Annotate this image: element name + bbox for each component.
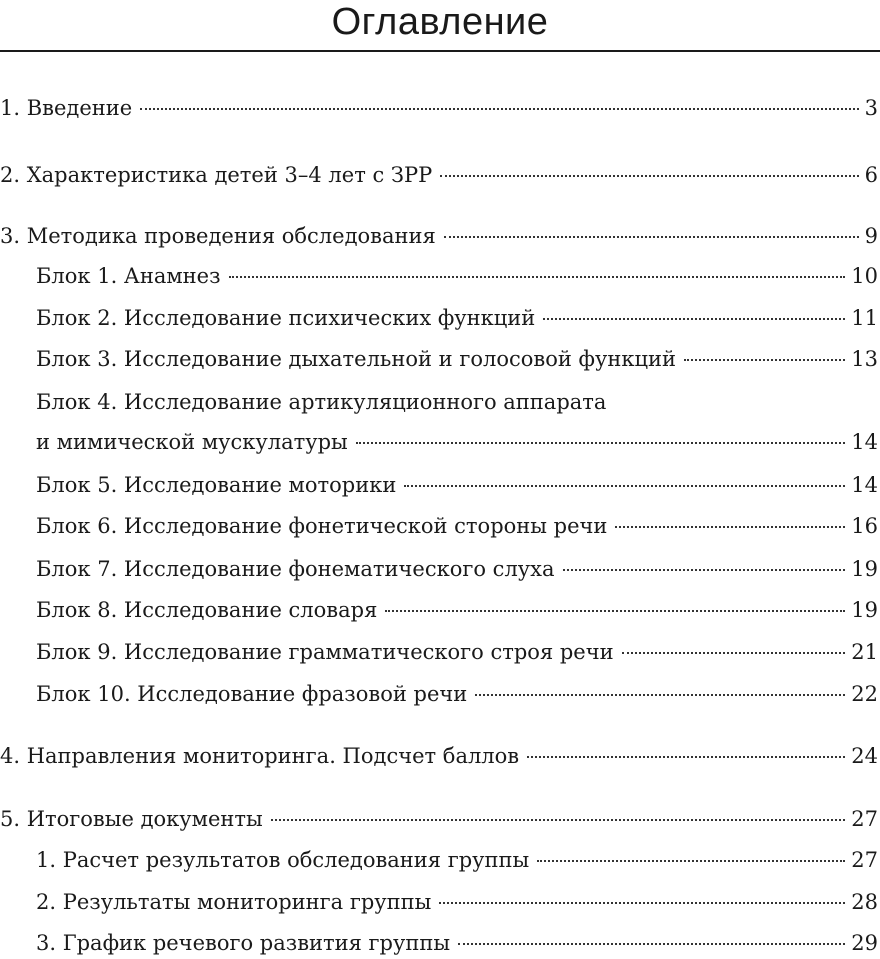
- toc-entry-group-monitoring-results[interactable]: [36, 886, 878, 918]
- toc-entry-text: 2. Характеристика детей 3–4 лет с ЗРР: [0, 163, 433, 187]
- dot-leader: [563, 569, 846, 571]
- toc-entry-text: Блок 5. Исследование моторики: [36, 473, 397, 497]
- toc-entry-text: Блок 2. Исследование психических функций: [36, 306, 536, 330]
- toc-page-number: 14: [851, 473, 878, 497]
- dot-leader: [440, 175, 858, 177]
- toc-entry-speech-development-chart[interactable]: [36, 927, 878, 959]
- toc-entry-text: Блок 10. Исследование фразовой речи: [36, 682, 468, 706]
- toc-page-number: 19: [851, 557, 878, 581]
- dot-leader: [615, 526, 845, 528]
- title-divider: [0, 50, 880, 52]
- toc-entry-text: 5. Итоговые документы: [0, 807, 263, 831]
- dot-leader: [404, 485, 845, 487]
- toc-entry-block-5[interactable]: [36, 469, 878, 501]
- dot-leader: [475, 694, 845, 696]
- toc-page-number: 9: [864, 224, 878, 248]
- toc-entry-text: Блок 6. Исследование фонетической стороны речи: [36, 514, 608, 538]
- toc-page-number: 10: [851, 264, 878, 288]
- dot-leader: [439, 902, 845, 904]
- toc-entry-text: и мимической мускулатуры: [36, 430, 348, 454]
- toc-page-number: 29: [851, 931, 878, 955]
- toc-entry-text: Блок 9. Исследование грамматического строя речи: [36, 640, 614, 664]
- toc-entry-text: Блок 3. Исследование дыхательной и голосовой функций: [36, 347, 676, 371]
- toc-entry-block-3[interactable]: [36, 343, 878, 375]
- toc-page-number: 27: [851, 848, 878, 872]
- toc-entry-text: 2. Результаты мониторинга группы: [36, 890, 432, 914]
- toc-page-number: 27: [851, 807, 878, 831]
- toc-entry-methodology[interactable]: [0, 220, 878, 252]
- toc-page-number: 14: [851, 430, 878, 454]
- dot-leader: [458, 943, 845, 945]
- dot-leader: [271, 819, 846, 821]
- toc-page-number: 28: [851, 890, 878, 914]
- toc-entry-block-4-line-1[interactable]: Блок 4. Исследование артикуляционного аппарата: [36, 390, 607, 414]
- toc-entry-block-6[interactable]: [36, 510, 878, 542]
- page-title: Оглавление: [331, 1, 549, 43]
- toc-entry-group-results-calc[interactable]: [36, 844, 878, 876]
- toc-entry-text: Блок 8. Исследование словаря: [36, 598, 378, 622]
- toc-page-number: 13: [851, 347, 878, 371]
- dot-leader: [444, 236, 859, 238]
- toc-entry-text: 4. Направления мониторинга. Подсчет баллов: [0, 744, 520, 768]
- toc-entry-block-8[interactable]: [36, 594, 878, 626]
- toc-entry-monitoring[interactable]: [0, 740, 878, 772]
- toc-page-number: 19: [851, 598, 878, 622]
- toc-entry-text: 3. График речевого развития группы: [36, 931, 451, 955]
- dot-leader: [140, 108, 858, 110]
- toc-entry-block-2[interactable]: [36, 302, 878, 334]
- toc-page-number: 6: [864, 163, 878, 187]
- toc-entry-text: 1. Введение: [0, 96, 133, 120]
- dot-leader: [527, 756, 845, 758]
- toc-page-number: 11: [851, 306, 878, 330]
- toc-entry-block-1[interactable]: [36, 260, 878, 292]
- toc-entry-text: 1. Расчет результатов обследования группы: [36, 848, 530, 872]
- dot-leader: [356, 442, 845, 444]
- toc-entry-text: Блок 1. Анамнез: [36, 264, 221, 288]
- toc-entry-block-10[interactable]: [36, 678, 878, 710]
- toc-entry-block-7[interactable]: [36, 553, 878, 585]
- dot-leader: [684, 359, 845, 361]
- dot-leader: [537, 860, 845, 862]
- toc-entry-text: Блок 7. Исследование фонематического слуха: [36, 557, 555, 581]
- toc-entry-introduction[interactable]: [0, 92, 878, 124]
- toc-page-number: 3: [864, 96, 878, 120]
- toc-page-number: 16: [851, 514, 878, 538]
- toc-entry-final-documents[interactable]: [0, 803, 878, 835]
- toc-page-number: 24: [851, 744, 878, 768]
- toc-entry-block-4-line-2[interactable]: [36, 426, 878, 458]
- toc-entry-block-9[interactable]: [36, 636, 878, 668]
- dot-leader: [385, 610, 845, 612]
- toc-page-number: 22: [851, 682, 878, 706]
- dot-leader: [229, 276, 846, 278]
- toc-page-number: 21: [851, 640, 878, 664]
- toc-entry-characteristics[interactable]: [0, 159, 878, 191]
- dot-leader: [622, 652, 846, 654]
- toc-entry-text: 3. Методика проведения обследования: [0, 224, 436, 248]
- dot-leader: [543, 318, 845, 320]
